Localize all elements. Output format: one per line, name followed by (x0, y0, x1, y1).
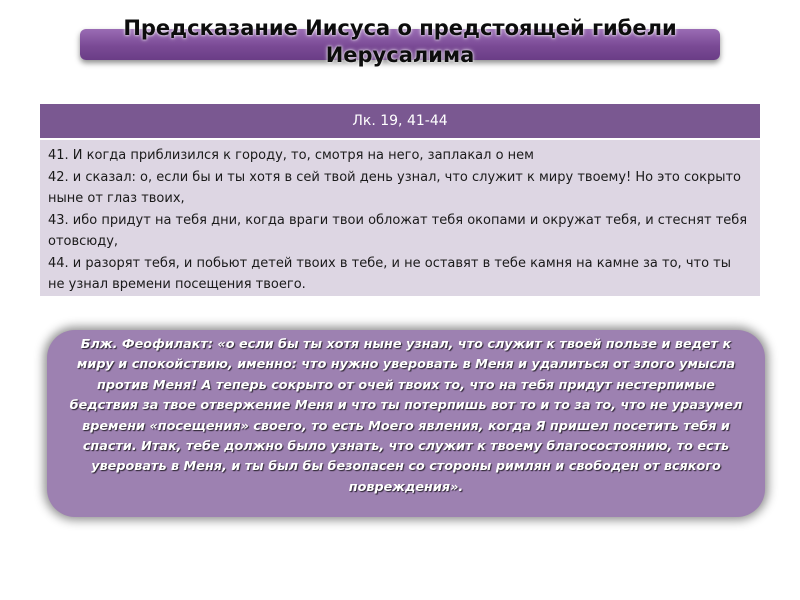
verse-44: 44. и разорят тебя, и побьют детей твоих в тебе, и не оставят в тебе камня на камне за то, что ты не узнал времени посещения твоего. (48, 255, 731, 292)
scripture-reference: Лк. 19, 41-44 (40, 104, 760, 138)
commentary-text: Блж. Феофилакт: «о если бы ты хотя ныне узнал, что служит к твоей пользе и ведет к миру и спокойствию, именно: что нужно уверовать в Меня и удалиться от злого умысла против Меня! А теперь сокрыто от очей твоих то, что на тебя придут нестерпимые бедствия за твое отвержение Меня и что ты потерпишь вот то и то за то, что не уразумел времени «посещения» своего, то есть Моего явления, когда Я пришел посетить тебя и спасти. Итак, тебе должно было узнать, что служит к твоему благосостоянию, то есть уверовать в Меня, и ты был бы безопасен со стороны римлян и свободен от всякого повреждения». (69, 337, 743, 495)
scripture-table (40, 104, 760, 296)
page-title: Предсказание Иисуса о предстоящей гибели Иерусалима (123, 16, 677, 67)
verse-42: 42. и сказал: о, если бы и ты хотя в сей твой день узнал, что служит к миру твоему! Но это сокрыто ныне от глаз твоих, (48, 169, 742, 206)
verse-41: 41. И когда приблизился к городу, то, смотря на него, заплакал о нем (48, 148, 534, 163)
scripture-body (40, 140, 760, 296)
commentary-panel (47, 330, 765, 517)
verse-43: 43. ибо придут на тебя дни, когда враги твои обложат тебя окопами и окружат тебя, и стеснят тебя отовсюду, (48, 212, 748, 249)
